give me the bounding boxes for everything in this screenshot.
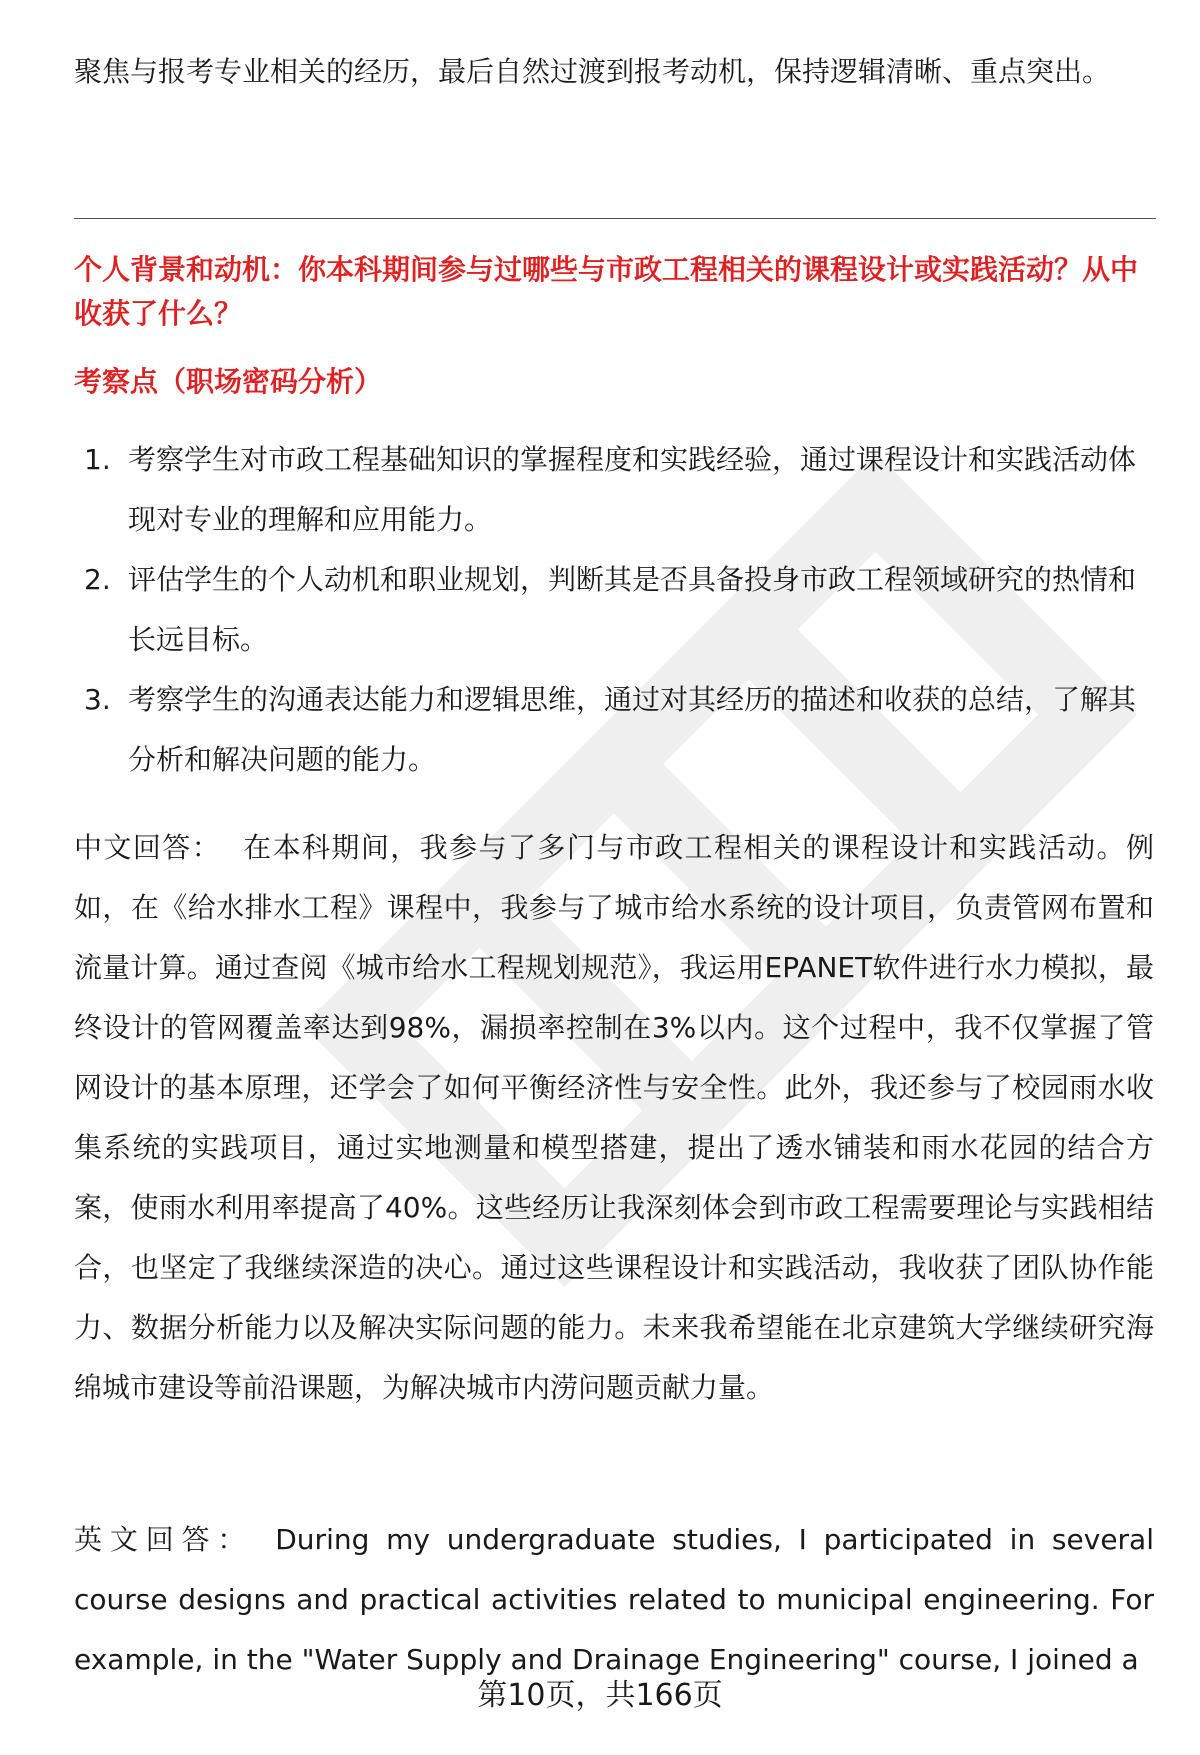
english-answer-label: 英文回答： — [74, 1523, 254, 1556]
chinese-answer-label: 中文回答： — [74, 831, 222, 864]
analysis-item — [74, 670, 1156, 790]
analysis-item-text: 评估学生的个人动机和职业规划，判断其是否具备投身市政工程领域研究的热情和长远目标。 — [128, 563, 1137, 656]
page-number-footer: 第10页，共166页 — [477, 1678, 723, 1713]
section-divider — [74, 218, 1156, 219]
analysis-item — [74, 550, 1156, 670]
analysis-item-text: 考察学生对市政工程基础知识的掌握程度和实践经验，通过课程设计和实践活动体现对专业的理解和应用能力。 — [128, 443, 1137, 536]
analysis-list — [74, 430, 1156, 790]
list-number: 1. — [84, 443, 111, 476]
intro-paragraph: 聚焦与报考专业相关的经历，最后自然过渡到报考动机，保持逻辑清晰、重点突出。 — [74, 55, 1111, 88]
english-answer-text: During my undergraduate studies, I participated in several course designs and practical activities related to municipal engineering. For example, in the "Water Supply and Drainage Engineering" course, I joined a — [74, 1523, 1154, 1676]
english-answer-paragraph — [74, 1510, 1154, 1690]
analysis-item — [74, 430, 1156, 550]
analysis-heading: 考察点（职场密码分析） — [74, 365, 383, 398]
analysis-item-text: 考察学生的沟通表达能力和逻辑思维，通过对其经历的描述和收获的总结，了解其分析和解决问题的能力。 — [128, 683, 1137, 776]
chinese-answer-text: 在本科期间，我参与了多门与市政工程相关的课程设计和实践活动。例如，在《给水排水工程》课程中，我参与了城市给水系统的设计项目，负责管网布置和流量计算。通过查阅《城市给水工程规划规范》，我运用EPANET软件进行水力模拟，最终设计的管网覆盖率达到98%，漏损率控制在3%以内。这个过程中，我不仅掌握了管网设计的基本原理，还学会了如何平衡经济性与安全性。此外，我还参与了校园雨水收集系统的实践项目，通过实地测量和模型搭建，提出了透水铺装和雨水花园的结合方案，使雨水利用率提高了40%。这些经历让我深刻体会到市政工程需要理论与实践相结合，也坚定了我继续深造的决心。通过这些课程设计和实践活动，我收获了团队协作能力、数据分析能力以及解决实际问题的能力。未来我希望能在北京建筑大学继续研究海绵城市建设等前沿课题，为解决城市内涝问题贡献力量。 — [74, 831, 1154, 1404]
chinese-answer-paragraph — [74, 818, 1154, 1418]
question-heading: 个人背景和动机：你本科期间参与过哪些与市政工程相关的课程设计或实践活动？从中收获了什么？ — [74, 253, 1139, 330]
list-number: 3. — [84, 683, 111, 716]
list-number: 2. — [84, 563, 111, 596]
